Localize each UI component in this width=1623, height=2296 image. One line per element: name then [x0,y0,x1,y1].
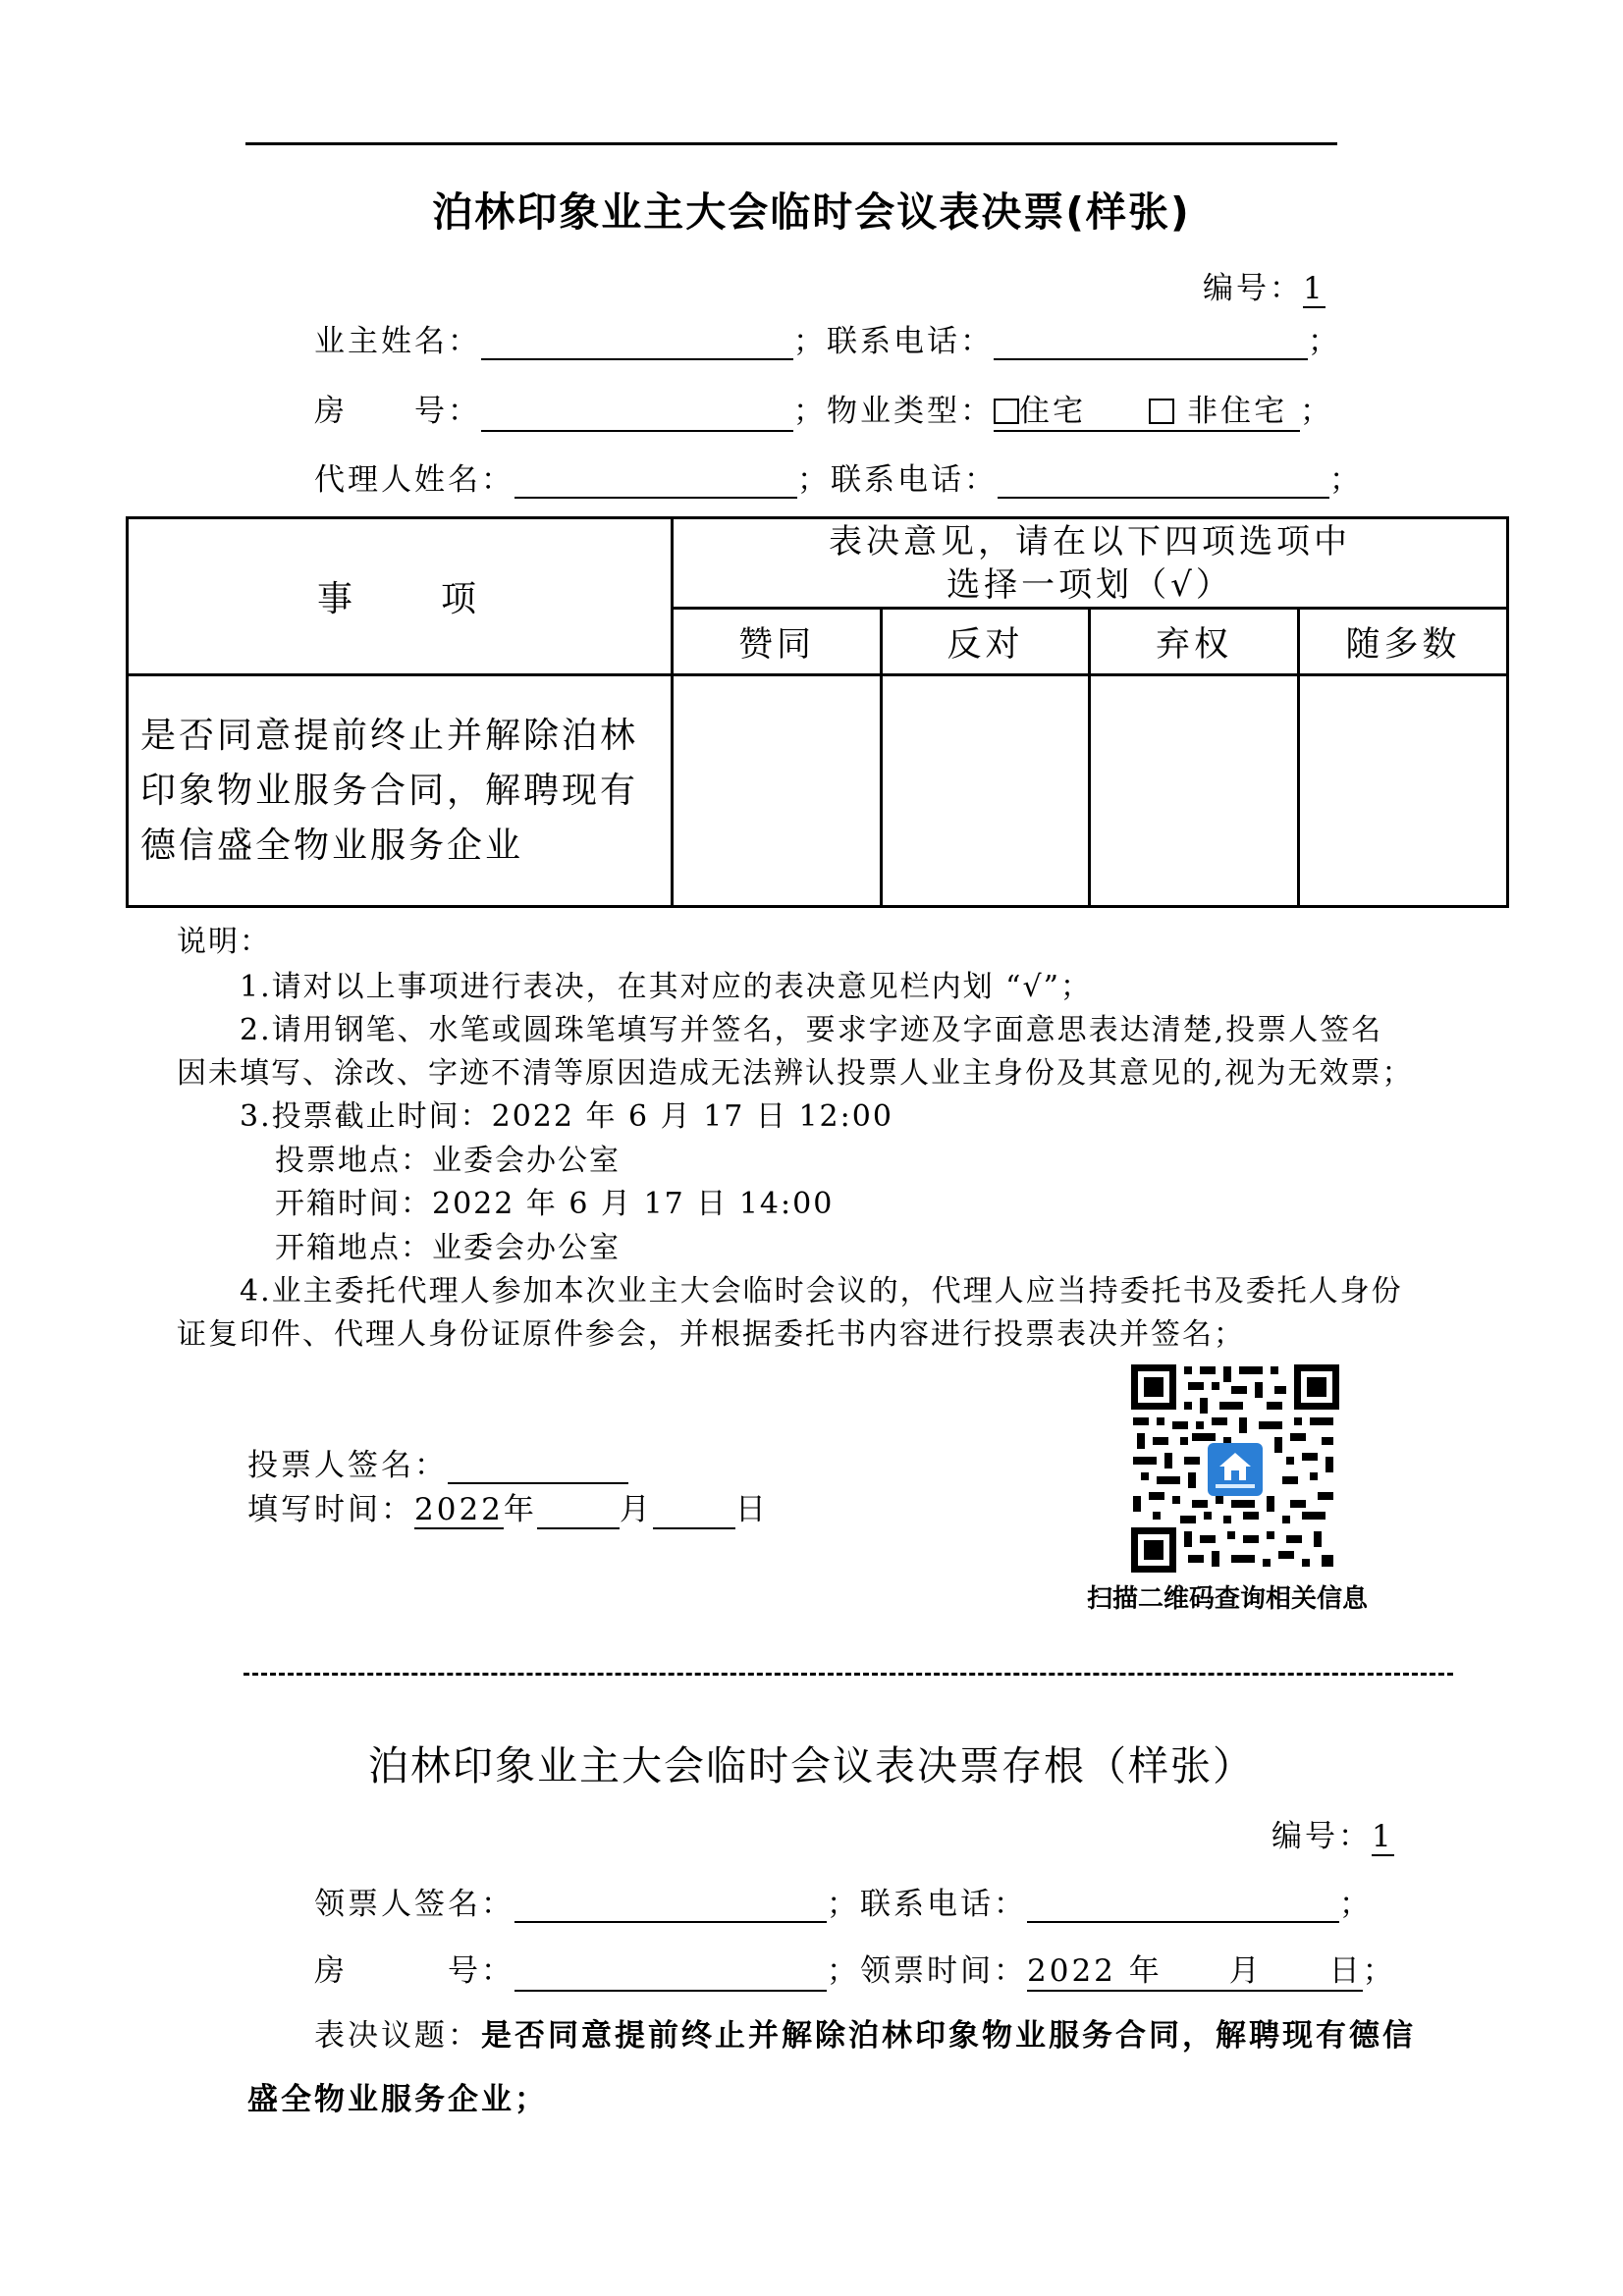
separator: ； [793,324,827,359]
separator: ； [1362,1953,1396,1989]
voter-sign-field[interactable] [448,1453,628,1484]
note-3b: 投票地点：业委会办公室 [275,1144,621,1178]
top-rule [245,142,1337,145]
property-type-label: 物业类型： [827,394,994,429]
ballot-title: 泊林印象业主大会临时会议表决票(样张) [432,188,1191,236]
agent-name-label: 代理人姓名： [314,462,514,498]
room-field[interactable] [481,400,793,432]
note-1: 1.请对以上事项进行表决，在其对应的表决意见栏内划 “√”； [240,970,1092,1004]
separator: ； [1339,1887,1373,1922]
receiver-sign-field[interactable] [514,1892,827,1923]
separator: ； [827,1953,860,1989]
agent-row [314,454,1363,499]
receive-time-label: 领票时间： [860,1953,1027,1989]
note-3c: 开箱时间：2022 年 6 月 17 日 14:00 [275,1187,835,1221]
ballot-serial [1203,263,1325,308]
voter-sign-row [247,1440,628,1484]
vote-cell-approve[interactable] [673,675,882,907]
separator: ； [797,462,831,498]
vote-item-text: 是否同意提前终止并解除泊林印象物业服务合同，解聘现有德信盛全物业服务企业 [128,675,673,907]
day-unit: 日 [734,1492,769,1527]
note-4a: 4.业主委托代理人参加本次业主大会临时会议的，代理人应当持委托书及委托人身份 [240,1274,1403,1308]
residential-checkbox[interactable] [994,399,1019,424]
note-3a: 3.投票截止时间：2022 年 6 月 17 日 12:00 [240,1099,893,1134]
nonresidential-option-label: 非住宅 [1187,394,1288,429]
topic-line-2: 盛全物业服务企业； [247,2082,548,2117]
choice-header-approve: 赞同 [673,609,882,675]
stub-topic-row-2 [247,2074,548,2118]
fill-time-row [247,1484,769,1529]
vote-table [126,516,1509,908]
notes-heading: 说明： [177,925,271,959]
voter-sign-label: 投票人签名： [247,1448,448,1483]
qr-code-icon [1129,1362,1341,1575]
cut-line [243,1673,1453,1676]
stub-room-label: 房 号： [314,1953,514,1989]
receiver-sign-label: 领票人签名： [314,1887,514,1922]
agent-phone-label: 联系电话： [831,462,998,498]
separator: ； [1308,324,1341,359]
stub-serial-label: 编号： [1271,1819,1372,1854]
vote-cell-follow-majority[interactable] [1299,675,1508,907]
fill-month-field[interactable] [537,1498,620,1529]
stub-phone-label: 联系电话： [860,1887,1027,1922]
stub-serial-value: 1 [1372,1819,1394,1854]
stub-room-field[interactable] [514,1960,827,1992]
separator: ； [1329,462,1363,498]
choice-header-abstain: 弃权 [1090,609,1299,675]
note-2b: 因未填写、涂改、字迹不清等原因造成无法辨认投票人业主身份及其意见的,视为无效票； [177,1056,1414,1091]
opinion-header [673,518,1508,609]
receive-time-field[interactable]: 2022 年 月 日 [1027,1946,1363,1992]
topic-label: 表决议题： [314,2018,481,2054]
stub-title: 泊林印象业主大会临时会议表决票存根（样张） [368,1742,1255,1789]
separator: ； [827,1887,860,1922]
owner-phone-field[interactable] [994,329,1308,360]
stub-phone-field[interactable] [1027,1892,1339,1923]
nonresidential-checkbox[interactable] [1149,399,1174,424]
room-row [314,386,1333,432]
choice-header-follow-majority: 随多数 [1299,609,1508,675]
opinion-header-line1: 表决意见，请在以下四项选项中 [829,521,1351,561]
residential-option-label: 住宅 [1019,394,1086,429]
serial-label: 编号： [1203,271,1303,306]
agent-name-field[interactable] [514,467,797,499]
month-unit: 月 [619,1492,653,1527]
stub-receiver-row [314,1879,1373,1923]
room-label: 房 号： [314,394,481,429]
choice-header-oppose: 反对 [882,609,1090,675]
stub-topic-row [314,2010,1416,2055]
fill-time-label: 填写时间： [247,1492,414,1527]
qr-code-graphic [1129,1362,1341,1575]
owner-name-label: 业主姓名： [314,324,481,359]
owner-row [314,316,1341,360]
stub-room-row [314,1946,1396,1992]
topic-line-1: 是否同意提前终止并解除泊林印象物业服务合同，解聘现有德信 [481,2018,1416,2054]
fill-day-field[interactable] [653,1498,735,1529]
separator: ； [793,394,827,429]
owner-name-field[interactable] [481,329,793,360]
fill-year[interactable]: 2022 [414,1492,504,1527]
separator: ； [1300,394,1333,429]
qr-caption: 扫描二维码查询相关信息 [1086,1584,1368,1614]
agent-phone-field[interactable] [998,467,1329,499]
opinion-header-line2: 选择一项划（√） [947,564,1233,605]
note-3d: 开箱地点：业委会办公室 [275,1231,621,1265]
stub-serial [1271,1811,1394,1856]
owner-phone-label: 联系电话： [827,324,994,359]
year-unit: 年 [503,1492,537,1527]
item-header: 事 项 [128,518,673,675]
note-2a: 2.请用钢笔、水笔或圆珠笔填写并签名，要求字迹及字面意思表达清楚,投票人签名 [240,1013,1383,1047]
serial-value: 1 [1303,271,1325,306]
vote-cell-oppose[interactable] [882,675,1090,907]
vote-cell-abstain[interactable] [1090,675,1299,907]
note-4b: 证复印件、代理人身份证原件参会，并根据委托书内容进行投票表决并签名； [177,1317,1245,1352]
